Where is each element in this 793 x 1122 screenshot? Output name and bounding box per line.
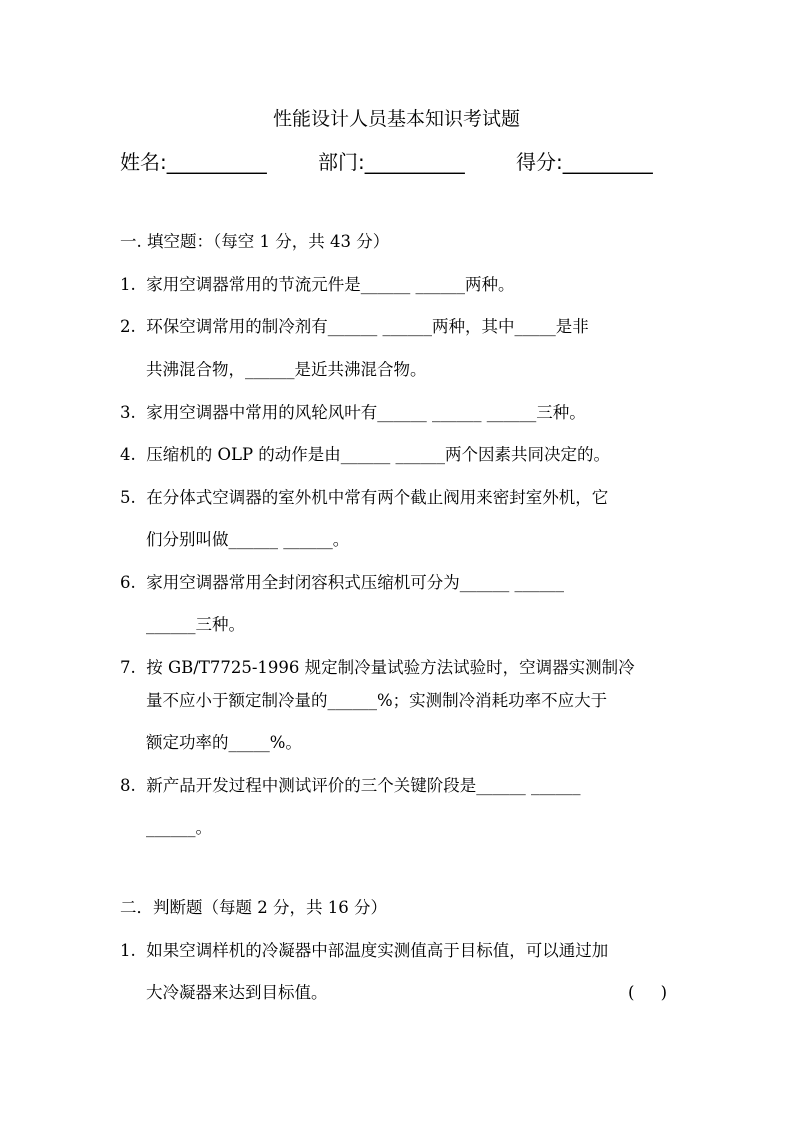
question-line: 额定功率的_____%。: [146, 733, 302, 752]
name-field: 姓名:__________: [120, 150, 267, 174]
department-field: 部门:__________: [318, 150, 465, 174]
exam-title: 性能设计人员基本知识考试题: [272, 108, 520, 130]
question-line: 3. 家用空调器中常用的风轮风叶有______ ______ ______三种。: [120, 403, 586, 422]
score-field: 得分:_________: [516, 150, 653, 174]
question-line: 2. 环保空调常用的制冷剂有______ ______两种，其中_____是非: [120, 317, 589, 336]
question-line: 们分别叫做______ ______。: [146, 530, 350, 549]
question-line: ______三种。: [146, 615, 245, 634]
question-line: 4. 压缩机的 OLP 的动作是由______ ______两个因素共同决定的。: [120, 445, 611, 464]
question-line: 6. 家用空调器常用全封闭容积式压缩机可分为______ ______: [120, 573, 564, 592]
section-heading: 一. 填空题：（每空 1 分，共 43 分）: [120, 232, 390, 251]
question-line: ______。: [146, 818, 212, 837]
question-line: 5. 在分体式空调器的室外机中常有两个截止阀用来密封室外机，它: [120, 488, 609, 507]
question-line: 7. 按 GB/T7725-1996 规定制冷量试验方法试验时，空调器实测制冷: [120, 658, 635, 677]
answer-bracket: ( ): [628, 983, 668, 1002]
question-line: 量不应小于额定制冷量的______%；实测制冷消耗功率不应大于: [146, 691, 608, 710]
question-line: 8. 新产品开发过程中测试评价的三个关键阶段是______ ______: [120, 776, 581, 795]
question-line: 1. 如果空调样机的冷凝器中部温度实测值高于目标值，可以通过加: [120, 941, 609, 960]
section-heading: 二．判断题（每题 2 分，共 16 分）: [120, 898, 387, 917]
question-line: 大冷凝器来达到目标值。: [146, 983, 328, 1002]
question-line: 1. 家用空调器常用的节流元件是______ ______两种。: [120, 275, 515, 294]
question-line: 共沸混合物，______是近共沸混合物。: [146, 360, 427, 379]
